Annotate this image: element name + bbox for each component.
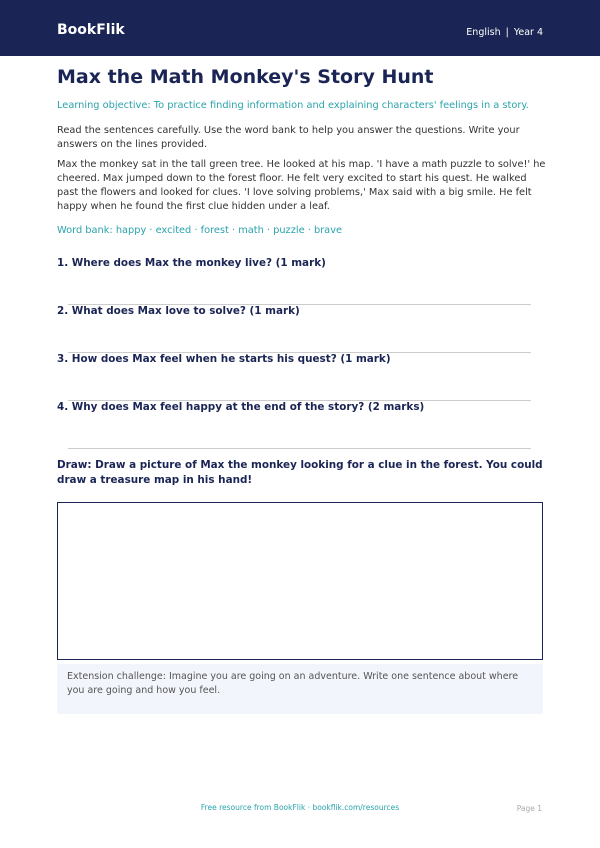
subject-label: English <box>466 27 501 38</box>
year-label: Year 4 <box>513 27 543 38</box>
word-bank: Word bank: happy · excited · forest · math · puzzle · brave <box>57 225 343 236</box>
question-4: 4. Why does Max feel happy at the end of the story? (2 marks) <box>57 401 425 413</box>
page-number: Page 1 <box>516 804 542 813</box>
draw-prompt: Draw: Draw a picture of Max the monkey looking for a clue in the forest. You could draw a treasure map in his hand! <box>57 459 543 486</box>
question-2: 2. What does Max love to solve? (1 mark) <box>57 305 300 317</box>
header-bar <box>0 0 600 56</box>
extension-challenge: Extension challenge: Imagine you are going on an adventure. Write one sentence about where you are going and how you feel. <box>57 664 543 714</box>
answer-line-4[interactable] <box>68 448 531 449</box>
instructions-text: Read the sentences carefully. Use the word bank to help you answer the questions. Write your answers on the lines provided. <box>57 125 520 150</box>
subject-year-label <box>466 27 543 38</box>
meta-separator: | <box>505 27 509 38</box>
question-1: 1. Where does Max the monkey live? (1 mark) <box>57 257 326 269</box>
question-3: 3. How does Max feel when he starts his quest? (1 mark) <box>57 353 391 365</box>
footer-credit: Free resource from BookFlik · bookflik.com/resources <box>200 803 400 812</box>
story-passage: Max the monkey sat in the tall green tree. He looked at his map. 'I have a math puzzle to solve!' he cheered. Max jumped down to the forest floor. He felt very excited to start his quest. He walked past the flowers and looked for clues. 'I love solving problems,' Max said with a big smile. He felt happy when he found the first clue hidden under a leaf. <box>57 159 546 212</box>
worksheet-title: Max the Math Monkey's Story Hunt <box>57 66 434 88</box>
brand-logo-text: BookFlik <box>57 22 125 38</box>
learning-objective: Learning objective: To practice finding information and explaining characters' feelings in a story. <box>57 100 529 111</box>
drawing-box[interactable] <box>57 502 543 660</box>
